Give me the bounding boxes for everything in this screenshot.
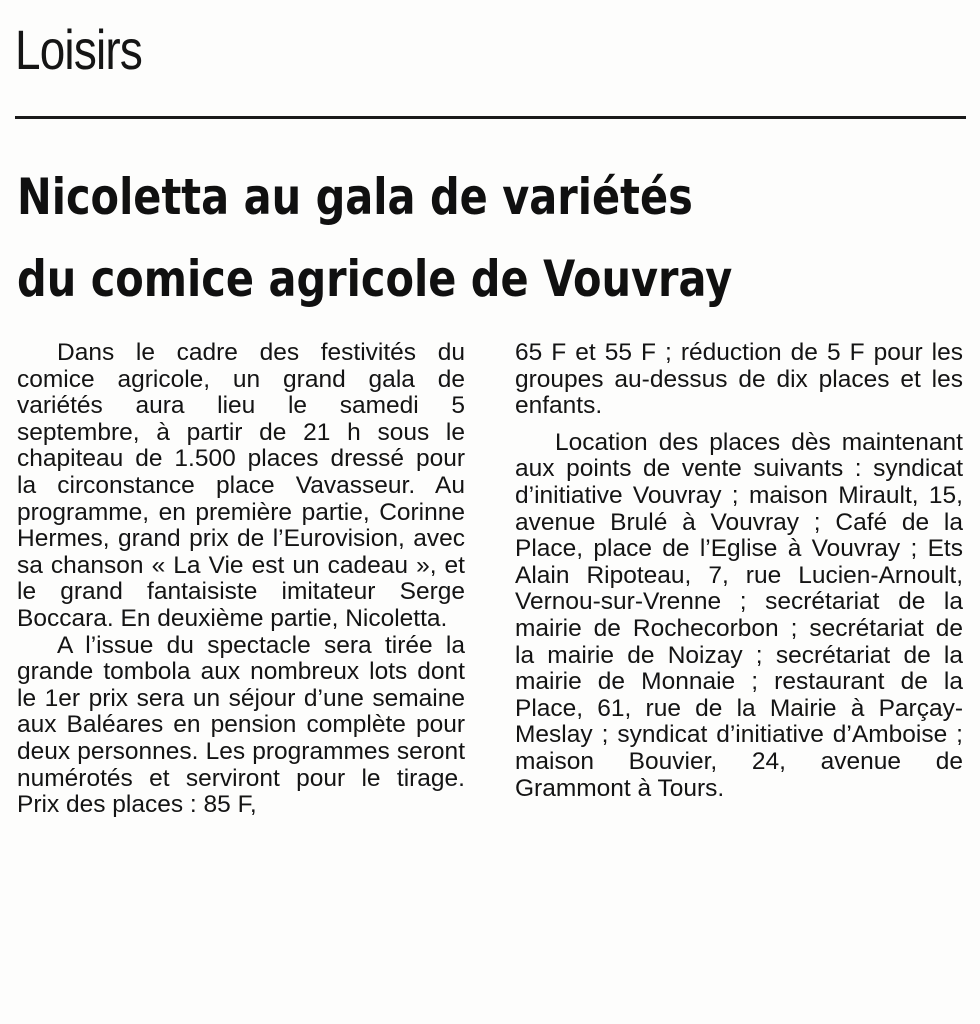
headline-line-2: du comice agricole de Vouvray [17, 250, 733, 308]
headline [17, 156, 814, 320]
article-paragraph: 65 F et 55 F ; réduction de 5 F pour les groupes au-dessus de dix places et les enfants. [515, 339, 963, 420]
article-column-right [515, 340, 963, 802]
article-paragraph: Dans le cadre des festivités du comice agricole, un grand gala de variétés aura lieu le samedi 5 septembre, à partir de 21 h sous le chapiteau de 1.500 places dressé pour la circonstance place Vavasseur. Au programme, en première partie, Corinne Hermes, grand prix de l’Eurovision, avec sa chanson « La Vie est un cadeau », et le grand fantaisiste imitateur Serge Boccara. En deuxième partie, Nicoletta. [17, 339, 465, 632]
section-label: Loisirs [15, 18, 142, 81]
headline-line-1: Nicoletta au gala de variétés [17, 168, 693, 226]
section-rule [15, 116, 966, 119]
article-paragraph: A l’issue du spectacle sera tirée la grande tombola aux nombreux lots dont le 1er prix sera un séjour d’une semaine aux Baléares en pension complète pour deux personnes. Les programmes seront numérotés et serviront pour le tirage. Prix des places : 85 F, [17, 631, 465, 819]
article-paragraph: Location des places dès maintenant aux points de vente suivants : syndicat d’initiative Vouvray ; maison Mirault, 15, avenue Brulé à Vouvray ; Café de la Place, place de l’Eglise à Vouvray ; Ets Alain Ripoteau, 7, rue Lucien-Arnoult, Vernou-sur-Vrenne ; secrétariat de la mairie de Rochecorbon ; secrétariat de la mairie de Noizay ; secrétariat de la mairie de Monnaie ; restaurant de la Place, 61, rue de la Mairie à Parçay-Meslay ; syndicat d’initiative d’Amboise ; maison Bouvier, 24, avenue de Grammont à Tours. [515, 428, 963, 802]
article-column-left [17, 340, 465, 819]
